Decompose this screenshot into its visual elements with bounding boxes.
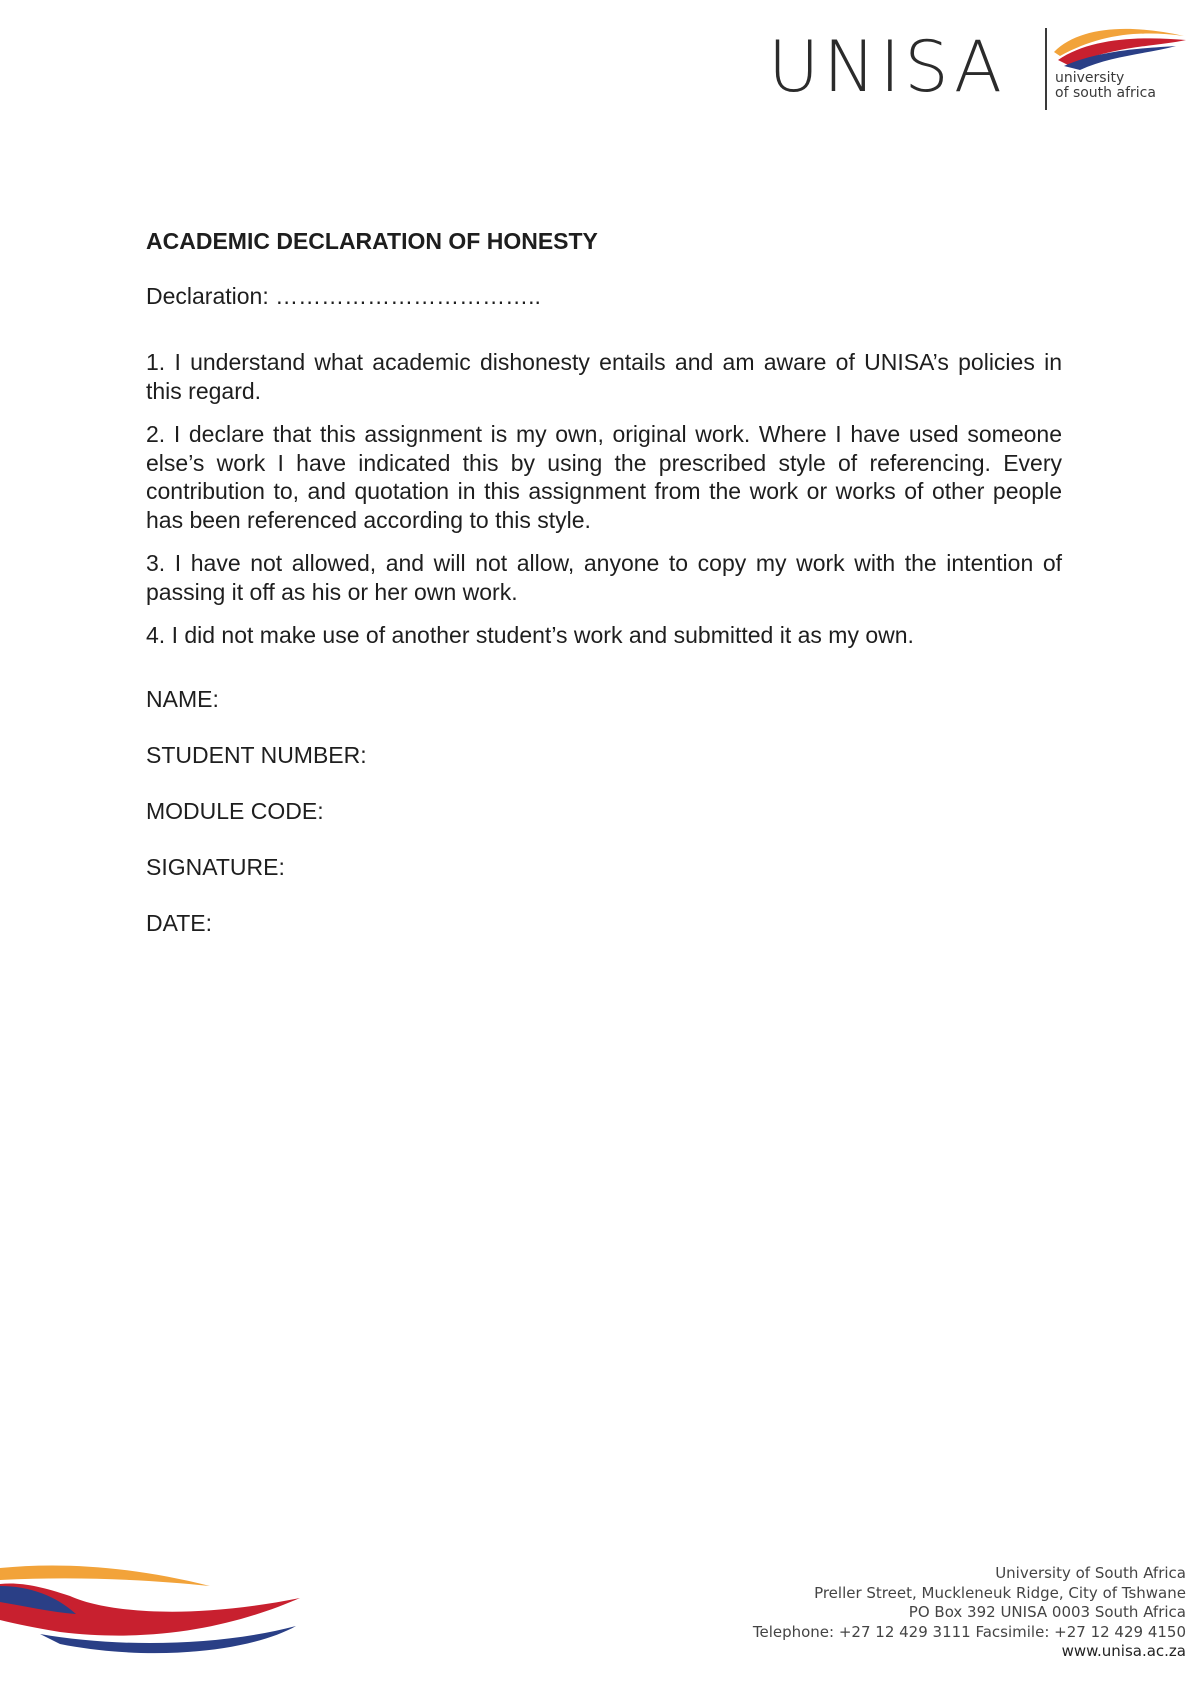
logo-swoosh-icon xyxy=(1050,22,1188,70)
footer-website-link[interactable]: www.unisa.ac.za xyxy=(1061,1642,1186,1660)
declaration-line: Declaration: …………………………….. xyxy=(146,283,541,309)
statement-4: 4. I did not make use of another student’s work and submitted it as my own. xyxy=(146,622,914,648)
declaration-body xyxy=(146,228,1062,665)
logo-wordmark: UNISA xyxy=(768,26,1006,108)
footer-line-3: PO Box 392 UNISA 0003 South Africa xyxy=(908,1603,1186,1621)
footer-swoosh-icon xyxy=(0,1562,310,1662)
footer-line-4: Telephone: +27 12 429 3111 Facsimile: +27 12 429 4150 xyxy=(752,1622,1186,1641)
footer-line-1: University of South Africa xyxy=(995,1564,1186,1582)
logo-line-2: of south africa xyxy=(1055,85,1156,101)
logo-line-1: university xyxy=(1055,70,1125,86)
unisa-logo xyxy=(768,22,1188,112)
statement-3: 3. I have not allowed, and will not allow, anyone to copy my work with the intention of passing it off as his or her own work. xyxy=(146,550,1062,605)
student-number-field-label: STUDENT NUMBER: xyxy=(146,742,367,768)
name-field-label: NAME: xyxy=(146,686,219,712)
document-title: ACADEMIC DECLARATION OF HONESTY xyxy=(146,228,598,254)
module-code-field-label: MODULE CODE: xyxy=(146,798,324,824)
statement-2: 2. I declare that this assignment is my own, original work. Where I have used someone else’s work I have indicated this by using the prescribed style of referencing. Every contribution to, and quotation in this assignment from the work or works of other people has been referenced according to this style. xyxy=(146,421,1062,533)
signature-field-label: SIGNATURE: xyxy=(146,854,285,880)
logo-divider xyxy=(1045,28,1047,110)
date-field-label: DATE: xyxy=(146,910,213,936)
footer-address xyxy=(753,1564,1186,1662)
footer-line-2: Preller Street, Muckleneuk Ridge, City of Tshwane xyxy=(814,1583,1186,1602)
statement-1: 1. I understand what academic dishonesty entails and am aware of UNISA’s policies in this regard. xyxy=(146,349,1062,404)
logo-tagline xyxy=(1055,71,1156,101)
